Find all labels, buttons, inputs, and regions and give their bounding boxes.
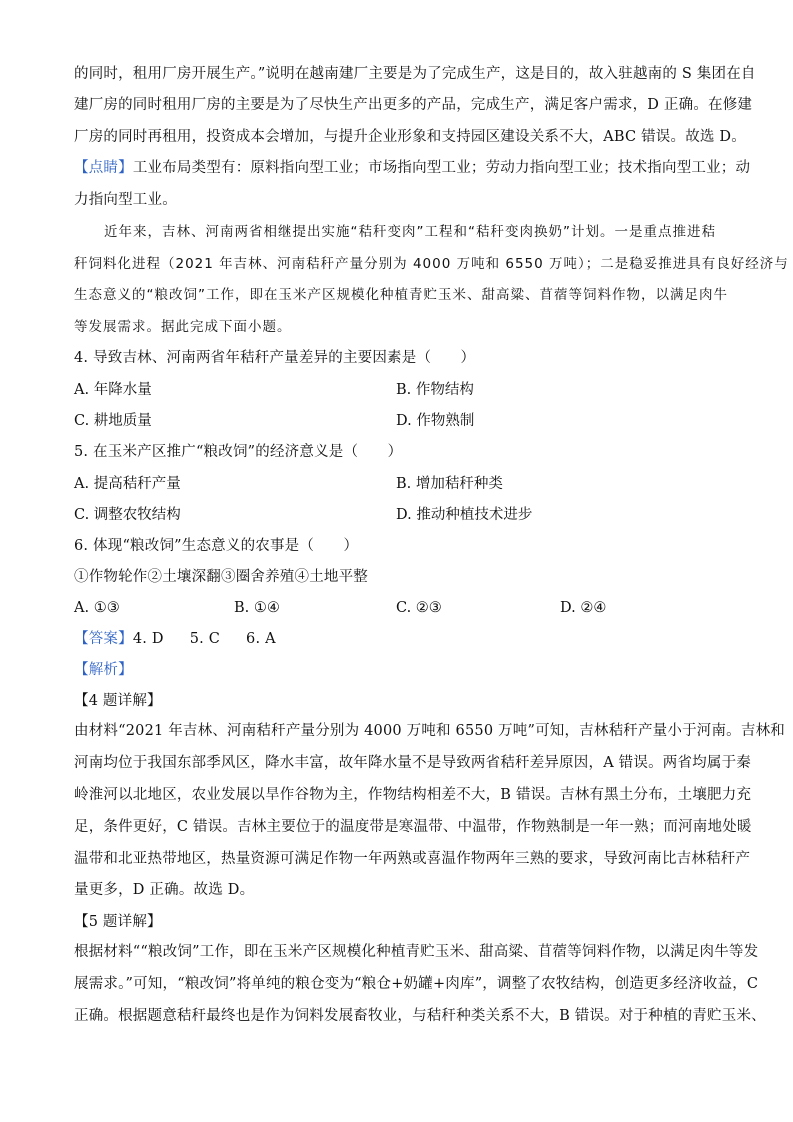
text-line: 建厂房的同时租用厂房的主要是为了尽快生产出更多的产品，完成生产，满足客户需求，D 正确。在修建 [74, 97, 753, 113]
answer-tag: 【答案】 [74, 631, 133, 647]
text-line: 足，条件更好，C 错误。吉林主要位于的温度带是寒温带、中温带，作物熟制是一年一熟；而河南地处暖 [74, 819, 752, 835]
option-d: D. 作物熟制 [396, 413, 475, 429]
option-d: D. 推动种植技术进步 [396, 507, 533, 523]
option-b: B. 增加秸秆种类 [396, 476, 503, 492]
answer-5: 5. C [189, 631, 221, 647]
text-line: 力指向型工业。 [74, 192, 177, 208]
text-line: 根据材料““粮改饲”工作，即在玉米产区规模化种植青贮玉米、甜高粱、苜蓿等饲料作物，以满足肉牛等发 [74, 944, 759, 960]
option-a: A. 提高秸秆产量 [74, 476, 181, 492]
text-line: 厂房的同时再租用，投资成本会增加，与提升企业形象和支持园区建设关系不大，ABC 错误。故选 D。 [74, 129, 746, 145]
option-b: B. ①④ [234, 600, 280, 616]
text-line: 岭淮河以北地区，农业发展以旱作谷物为主，作物结构相差不大，B 错误。吉林有黑土分布，土壤肥力充 [74, 787, 752, 803]
answer-6: 6. A [246, 631, 276, 647]
option-c: C. 调整农牧结构 [74, 507, 181, 523]
jiexi-tag: 【解析】 [74, 662, 133, 678]
answer-line [74, 629, 724, 649]
question-stem: 6. 体现“粮改饲”生态意义的农事是（ ） [74, 538, 359, 554]
text-line: 由材料“2021 年吉林、河南秸秆产量分别为 4000 万吨和 6550 万吨”可知，吉林秸秆产量小于河南。吉林和 [74, 723, 785, 739]
detail-heading: 【4 题详解】 [74, 693, 162, 709]
passage-line: 生态意义的“粮改饲”工作，即在玉米产区规模化种植青贮玉米、甜高粱、苜蓿等饲料作物，以满足肉牛 [74, 287, 728, 303]
passage-line: 等发展需求。据此完成下面小题。 [74, 319, 292, 335]
question-stem: 4. 导致吉林、河南两省年秸秆产量差异的主要因素是（ ） [74, 350, 476, 366]
option-c: C. 耕地质量 [74, 413, 152, 429]
answer-4: 4. D [132, 631, 164, 647]
text-line: 展需求。”可知，“粮改饲”将单纯的粮仓变为“粮仓+奶罐+肉库”，调整了农牧结构，创造更多经济收益，C [74, 976, 759, 992]
text-line: 工业布局类型有：原料指向型工业；市场指向型工业；劳动力指向型工业；技术指向型工业；动 [132, 160, 751, 176]
passage-line: 秆饲料化进程（2021 年吉林、河南秸秆产量分别为 4000 万吨和 6550 万吨）；二是稳妥推进具有良好经济与 [74, 256, 789, 272]
dianjing-line [74, 158, 751, 178]
text-line: 正确。根据题意秸秆最终也是作为饲料发展畜牧业，与秸秆种类关系不大，B 错误。对于种植的青贮玉米、 [74, 1008, 766, 1024]
passage-line: 近年来，吉林、河南两省相继提出实施“秸秆变肉”工程和“秸秆变肉换奶”计划。一是重点推进秸 [104, 224, 716, 240]
question-stem: 5. 在玉米产区推广“粮改饲”的经济意义是（ ） [74, 444, 403, 460]
option-d: D. ②④ [560, 600, 607, 616]
text-line: 河南均位于我国东部季风区，降水丰富，故年降水量不是导致两省秸秆差异原因，A 错误。两省均属于秦 [74, 755, 751, 771]
text-line: 量更多，D 正确。故选 D。 [74, 882, 255, 898]
text-line: 的同时，租用厂房开展生产。”说明在越南建厂主要是为了完成生产，这是目的，故入驻越南的 S 集团在自 [74, 66, 756, 82]
detail-heading: 【5 题详解】 [74, 914, 162, 930]
option-a: A. 年降水量 [74, 382, 152, 398]
option-a: A. ①③ [74, 600, 120, 616]
question-items: ①作物轮作②土壤深翻③圈舍养殖④土地平整 [74, 569, 368, 585]
option-c: C. ②③ [396, 600, 442, 616]
option-b: B. 作物结构 [396, 382, 474, 398]
dianjing-tag: 【点睛】 [74, 160, 133, 176]
text-line: 温带和北亚热带地区，热量资源可满足作物一年两熟或喜温作物两年三熟的要求，导致河南比吉林秸秆产 [74, 851, 751, 867]
